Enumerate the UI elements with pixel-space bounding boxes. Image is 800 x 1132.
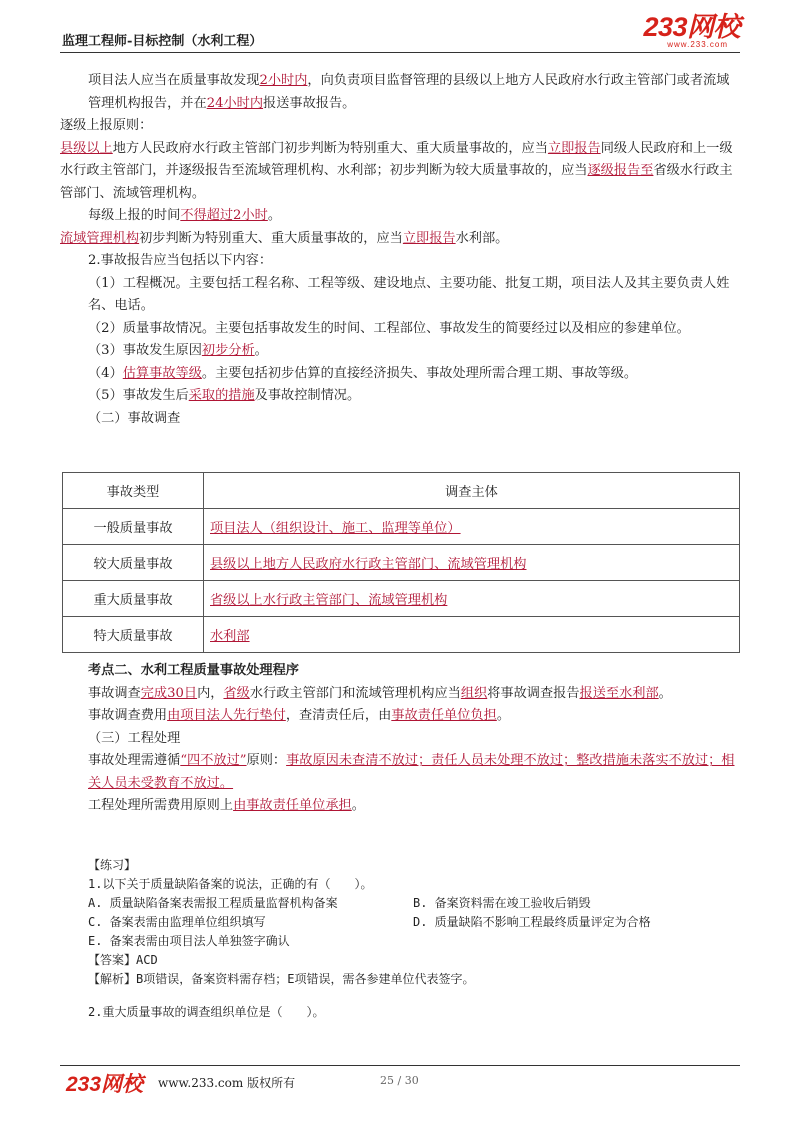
paragraph: （3）事故发生原因初步分析。 xyxy=(88,343,268,358)
paragraph: 每级上报的时间不得超过2小时。 xyxy=(88,208,282,223)
paragraph: （4）估算事故等级。主要包括初步估算的直接经济损失、事故处理所需合理工期、事故等级。 xyxy=(88,365,638,381)
paragraph: 流域管理机构初步判断为特别重大、重大质量事故的，应当立即报告水利部。 xyxy=(60,230,509,246)
paragraph: 工程处理所需费用原则上由事故责任单位承担。 xyxy=(88,798,365,813)
footer-logo: 233网校 xyxy=(66,1073,144,1096)
paragraph: 县级以上地方人民政府水行政主管部门初步判断为特别重大、重大质量事故的，应当立即报告同级人民政府和上一级水行政主管部门，并逐级报告至流域管理机构、水利部；初步判断为较大质量事故的，应当逐级报告至省级水行政主管部门、流域管理机构。 xyxy=(60,140,733,201)
footer-divider xyxy=(60,1065,740,1066)
brand-logo: 233网校 www.233.com xyxy=(643,12,740,49)
paragraph: 事故处理需遵循“四不放过”原则：事故原因未查清不放过；责任人员未处理不放过；整改措施未落实不放过；相关人员未受教育不放过。 xyxy=(88,753,735,791)
paragraph: 事故调查完成30日内，省级水行政主管部门和流域管理机构应当组织将事故调查报告报送至水利部。 xyxy=(88,685,672,701)
header-title: 监理工程师-目标控制（水利工程） xyxy=(62,34,263,49)
header-divider xyxy=(60,52,740,53)
paragraph: （1）工程概况。主要包括工程名称、工程等级、建设地点、主要功能、批复工期，项目法人及其主要负责人姓名、电话。 xyxy=(88,275,730,313)
table-row: 一般质量事故 项目法人（组织设计、施工、监理等单位） xyxy=(63,509,740,545)
investigation-table xyxy=(62,472,740,653)
procedure-section xyxy=(88,660,738,818)
paragraph: 事故调查费用由项目法人先行垫付，查清责任后，由事故责任单位负担。 xyxy=(88,708,510,723)
table-row: 特大质量事故 水利部 xyxy=(63,617,740,653)
section-heading: （三）工程处理 xyxy=(88,730,181,746)
paragraph: 2.事故报告应当包括以下内容： xyxy=(88,253,273,268)
section-heading: 考点二、水利工程质量事故处理程序 xyxy=(88,663,299,678)
exercise-block: 【练习】 1.以下关于质量缺陷备案的说法，正确的有（ ）。 A. 质量缺陷备案表需报工程质量监督机构备案 B. 备案资料需在竣工验收后销毁 C. 备案表需由监理单位组织填写 D. 质量缺陷不影响工程最终质量评定为合格 E. 备案表需由项目法人单独签字确认 【答案】ACD 【解析】B项错误，备案资料需存档；E项错误，需各参建单位代表签字。 2.重大质量事故的调查组织单位是（ ）。 xyxy=(88,858,651,1019)
paragraph: 逐级上报原则： xyxy=(60,118,153,133)
paragraph: 项目法人应当在质量事故发现2小时内，向负责项目监督管理的县级以上地方人民政府水行政主管部门或者流域管理机构报告，并在24小时内报送事故报告。 xyxy=(88,73,730,111)
section-heading: （二）事故调查 xyxy=(88,410,181,426)
table-row: 较大质量事故 县级以上地方人民政府水行政主管部门、流域管理机构 xyxy=(63,545,740,581)
paragraph: （5）事故发生后采取的措施及事故控制情况。 xyxy=(88,388,361,403)
table-header-row xyxy=(63,473,740,509)
document-body xyxy=(60,70,738,430)
paragraph: （2）质量事故情况。主要包括事故发生的时间、工程部位、事故发生的简要经过以及相应的参建单位。 xyxy=(88,320,690,336)
table-header: 事故类型 xyxy=(63,473,204,509)
table-header: 调查主体 xyxy=(204,473,740,509)
table-row: 重大质量事故 省级以上水行政主管部门、流域管理机构 xyxy=(63,581,740,617)
page-number: 25 / 30 xyxy=(380,1074,419,1087)
footer-site: www.233.com 版权所有 xyxy=(158,1076,296,1090)
